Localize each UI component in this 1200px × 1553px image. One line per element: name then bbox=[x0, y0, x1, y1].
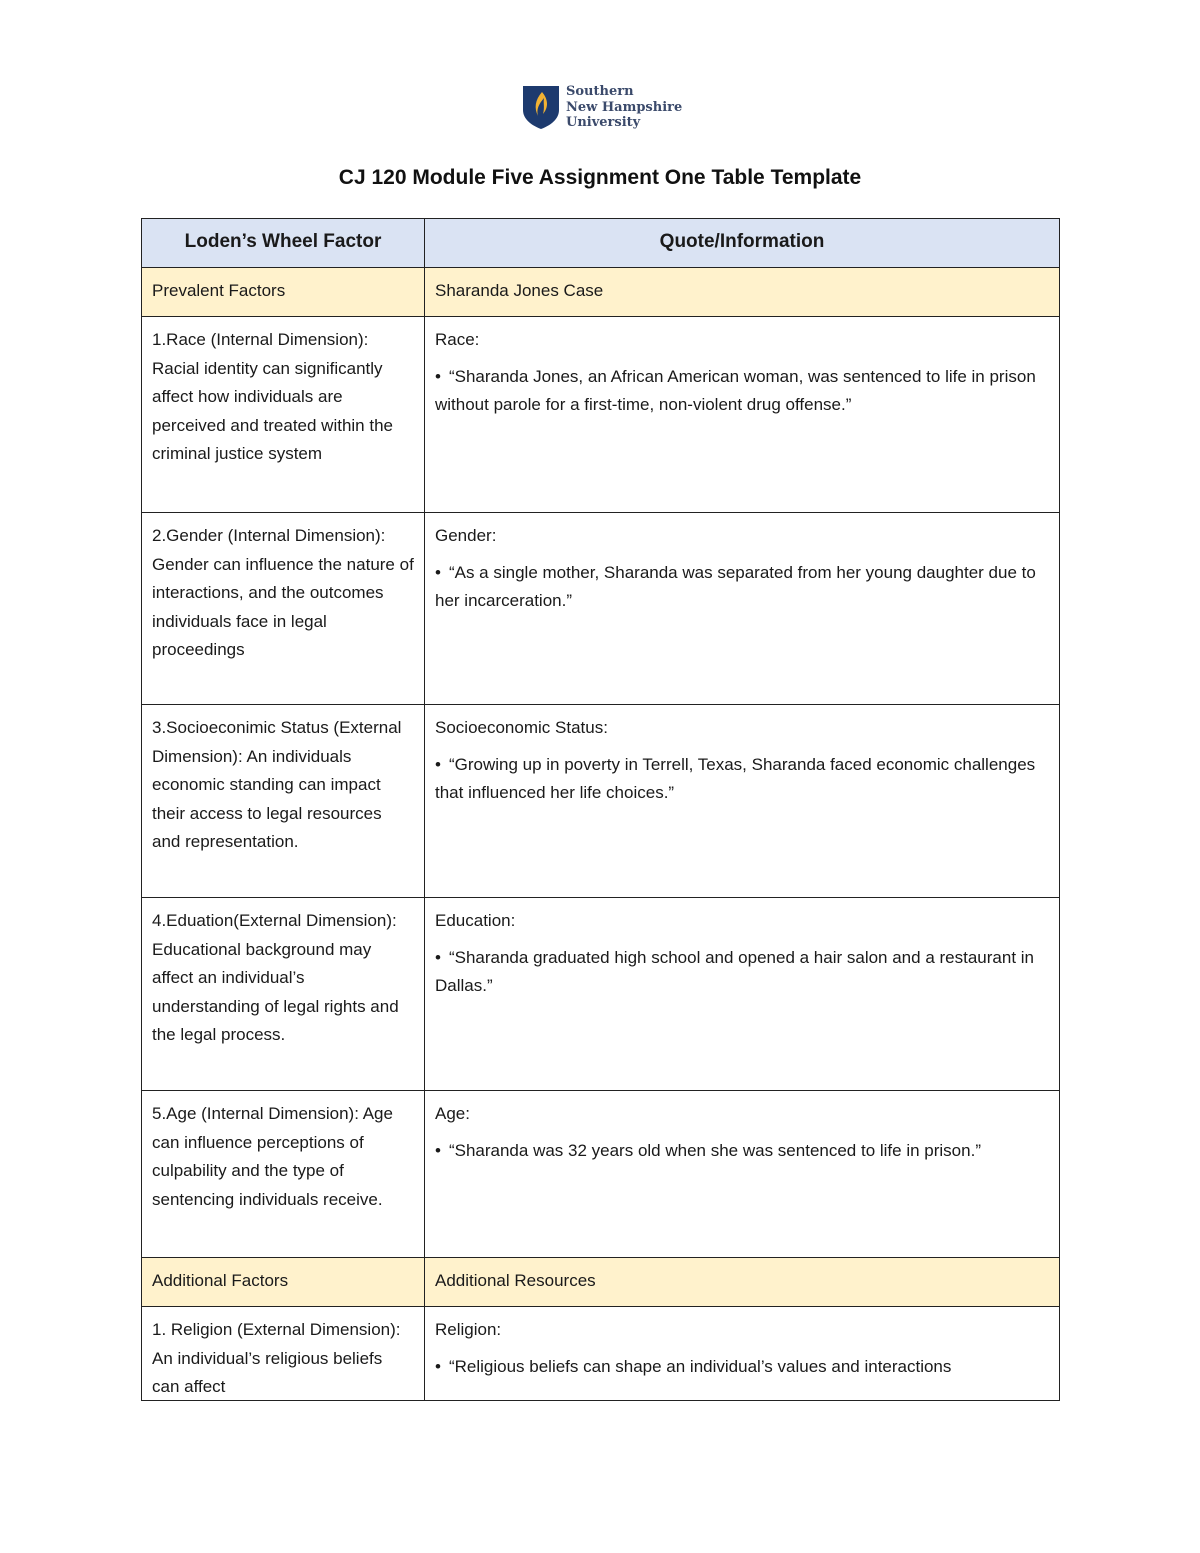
bullet-icon: • bbox=[435, 562, 441, 582]
section-left: Additional Factors bbox=[142, 1258, 425, 1307]
table-row bbox=[142, 898, 1060, 1091]
section-row-additional bbox=[142, 1258, 1060, 1307]
quote-text: • “Sharanda Jones, an African American woman, was sentenced to life in prison without parole for a first-time, non-violent drug offense.” bbox=[435, 366, 1036, 414]
quote-cell bbox=[425, 513, 1060, 705]
template-table bbox=[141, 218, 1060, 1401]
bullet-icon: • bbox=[435, 947, 441, 967]
factor-cell: 1. Religion (External Dimension): An individual’s religious beliefs can affect bbox=[142, 1307, 425, 1401]
logo-line-2: New Hampshire bbox=[566, 99, 683, 115]
section-row-prevalent bbox=[142, 268, 1060, 317]
quote-label: Age: bbox=[435, 1104, 470, 1123]
document-title: CJ 120 Module Five Assignment One Table Template bbox=[338, 166, 862, 189]
shield-logo-icon bbox=[521, 84, 561, 130]
bullet-icon: • bbox=[435, 1356, 441, 1376]
university-logo bbox=[521, 84, 691, 132]
bullet-icon: • bbox=[435, 366, 441, 386]
quote-cell bbox=[425, 1091, 1060, 1258]
factor-cell: 5.Age (Internal Dimension): Age can influence perceptions of culpability and the type of sentencing individuals receive. bbox=[142, 1091, 425, 1258]
header-row bbox=[142, 219, 1060, 268]
table-row bbox=[142, 1307, 1060, 1401]
quote-label: Education: bbox=[435, 911, 516, 930]
header-factor: Loden’s Wheel Factor bbox=[142, 219, 425, 268]
logo-line-3: University bbox=[566, 115, 641, 130]
quote-label: Socioeconomic Status: bbox=[435, 718, 608, 737]
table-row bbox=[142, 705, 1060, 898]
quote-cell bbox=[425, 317, 1060, 513]
quote-text: • “Religious beliefs can shape an individual’s values and interactions bbox=[435, 1356, 952, 1376]
quote-label: Religion: bbox=[435, 1320, 502, 1339]
quote-text: • “As a single mother, Sharanda was separated from her young daughter due to her incarceration.” bbox=[435, 562, 1036, 610]
quote-label: Race: bbox=[435, 330, 480, 349]
quote-text: • “Growing up in poverty in Terrell, Texas, Sharanda faced economic challenges that influenced her life choices.” bbox=[435, 754, 1036, 802]
quote-cell bbox=[425, 705, 1060, 898]
section-right: Sharanda Jones Case bbox=[425, 268, 1060, 317]
factor-cell: 1.Race (Internal Dimension): Racial identity can significantly affect how individuals are perceived and treated within the criminal justice system bbox=[142, 317, 425, 513]
quote-label: Gender: bbox=[435, 526, 497, 545]
factor-cell: 4.Eduation(External Dimension): Educational background may affect an individual’s understanding of legal rights and the legal process. bbox=[142, 898, 425, 1091]
factor-cell: 2.Gender (Internal Dimension): Gender can influence the nature of interactions, and the outcomes individuals face in legal proceedings bbox=[142, 513, 425, 705]
factor-cell: 3.Socioeconimic Status (External Dimension): An individuals economic standing can impact their access to legal resources and representation. bbox=[142, 705, 425, 898]
table-row bbox=[142, 513, 1060, 705]
bullet-icon: • bbox=[435, 754, 441, 774]
bullet-icon: • bbox=[435, 1140, 441, 1160]
quote-cell bbox=[425, 898, 1060, 1091]
section-right: Additional Resources bbox=[425, 1258, 1060, 1307]
quote-text: • “Sharanda graduated high school and opened a hair salon and a restaurant in Dallas.” bbox=[435, 947, 1034, 995]
quote-text: • “Sharanda was 32 years old when she was sentenced to life in prison.” bbox=[435, 1140, 981, 1160]
header-quote: Quote/Information bbox=[425, 219, 1060, 268]
section-left: Prevalent Factors bbox=[142, 268, 425, 317]
table-row bbox=[142, 1091, 1060, 1258]
table-row bbox=[142, 317, 1060, 513]
logo-wordmark bbox=[566, 84, 682, 131]
logo-line-1: Southern bbox=[566, 84, 634, 99]
quote-cell bbox=[425, 1307, 1060, 1401]
